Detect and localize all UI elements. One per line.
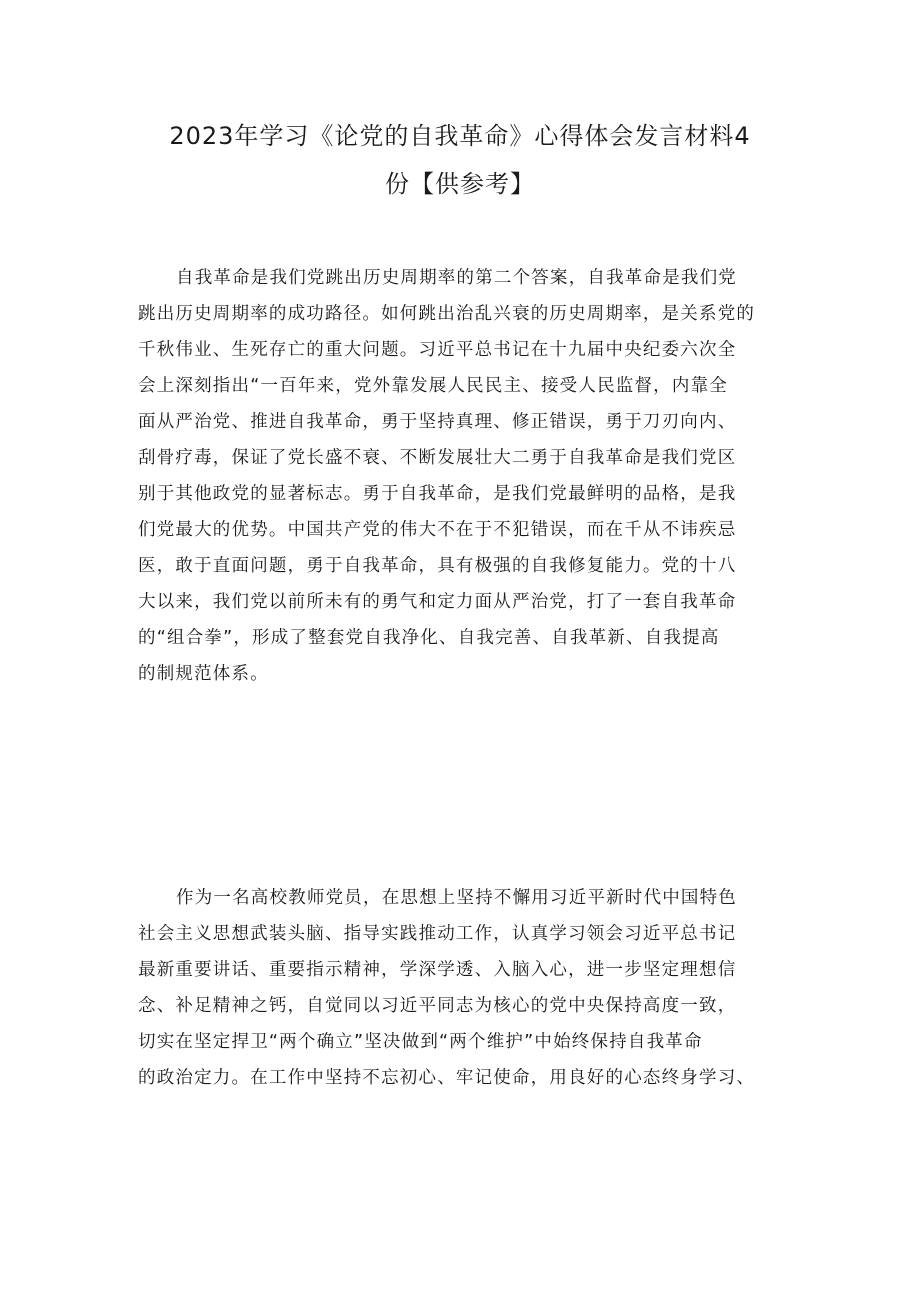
paragraph-line: 医，敢于直面问题，勇于自我革命，具有极强的自我修复能力。党的十八 xyxy=(138,556,737,576)
paragraph-line: 刮骨疗毒，保证了党长盛不衰、不断发展壮大二勇于自我革命是我们党区 xyxy=(138,448,737,468)
paragraph-line: 会上深刻指出“一百年来，党外靠发展人民民主、接受人民监督，内靠全 xyxy=(138,376,728,396)
paragraph-line: 作为一名高校教师党员，在思想上坚持不懈用习近平新时代中国特色 xyxy=(176,888,737,908)
paragraph-line: 大以来，我们党以前所未有的勇气和定力面从严治党，打了一套自我革命 xyxy=(138,592,737,612)
title-line-2: 份【供参考】 xyxy=(385,170,535,198)
paragraph-line: 社会主义思想武装头脑、指导实践推动工作，认真学习领会习近平总书记 xyxy=(138,924,737,944)
paragraph-line: 切实在坚定捍卫“两个确立”坚决做到“两个维护”中始终保持自我革命 xyxy=(138,1032,703,1052)
paragraph-2 xyxy=(138,880,786,1096)
title-line-1: 2023年学习《论党的自我革命》心得体会发言材料4 xyxy=(169,122,751,150)
paragraph-1 xyxy=(138,260,786,692)
paragraph-line: 的“组合拳”，形成了整套党自我净化、自我完善、自我革新、自我提高 xyxy=(138,628,720,648)
paragraph-line: 的政治定力。在工作中坚持不忘初心、牢记使命，用良好的心态终身学习、 xyxy=(138,1068,756,1088)
paragraph-line: 别于其他政党的显著标志。勇于自我革命，是我们党最鲜明的品格，是我 xyxy=(138,484,737,504)
paragraph-line: 面从严治党、推进自我革命，勇于坚持真理、修正错误，勇于刀刃向内、 xyxy=(138,412,737,432)
paragraph-line: 千秋伟业、生死存亡的重大问题。习近平总书记在十九届中央纪委六次全 xyxy=(138,340,737,360)
paragraph-line: 念、补足精神之钙，自觉同以习近平同志为核心的党中央保持高度一致， xyxy=(138,996,737,1016)
document-title xyxy=(110,112,810,208)
paragraph-line: 的制规范体系。 xyxy=(138,664,269,684)
paragraph-line: 最新重要讲话、重要指示精神，学深学透、入脑入心，进一步坚定理想信 xyxy=(138,960,737,980)
paragraph-line: 自我革命是我们党跳出历史周期率的第二个答案，自我革命是我们党 xyxy=(176,268,737,288)
paragraph-line: 跳出历史周期率的成功路径。如何跳出治乱兴衰的历史周期率，是关系党的 xyxy=(138,304,756,324)
paragraph-line: 们党最大的优势。中国共产党的伟大不在于不犯错误，而在千从不讳疾忌 xyxy=(138,520,737,540)
